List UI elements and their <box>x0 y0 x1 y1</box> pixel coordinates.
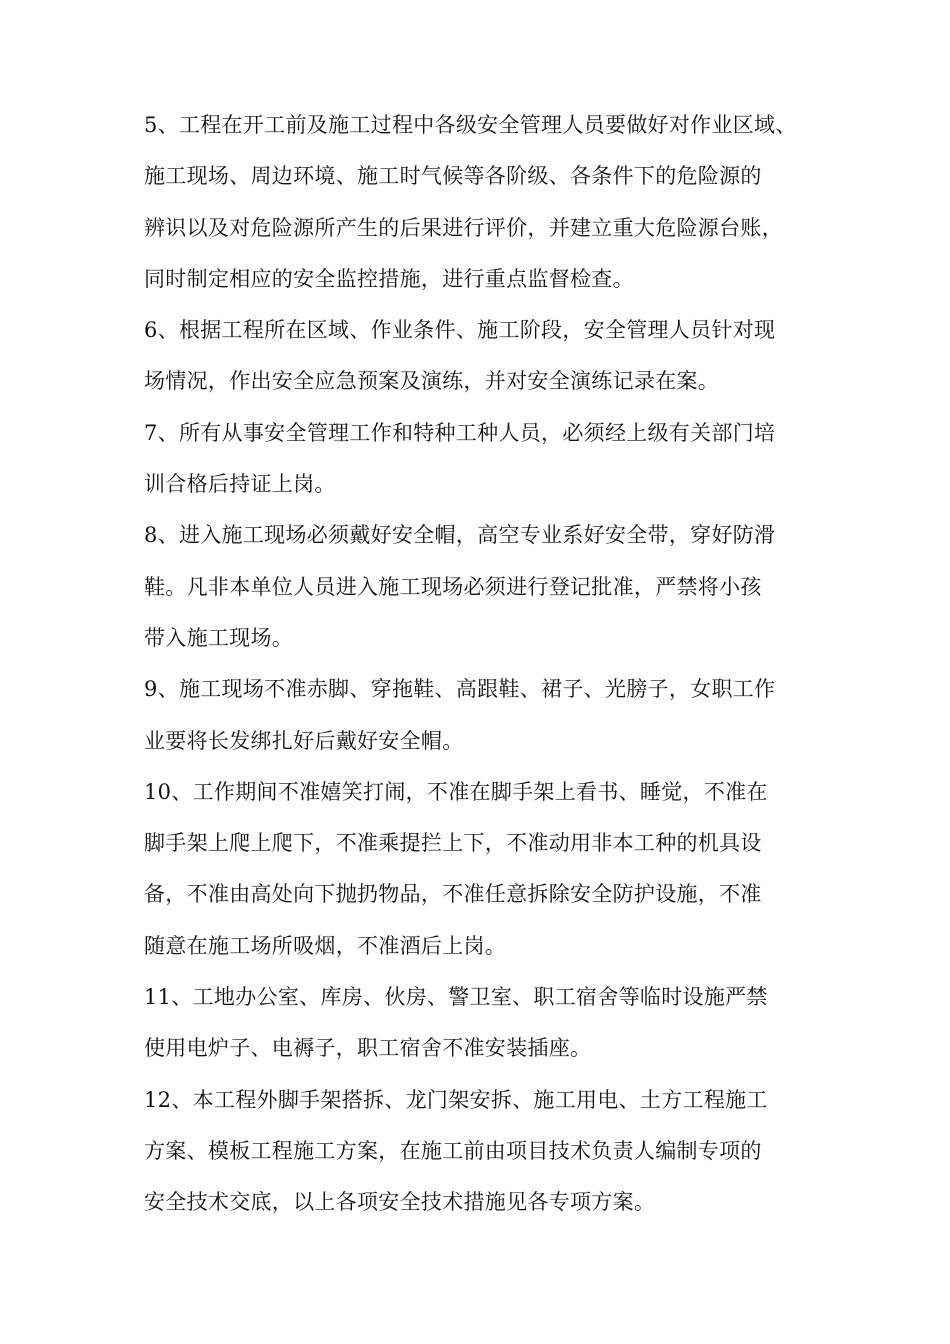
text-line: 带入施工现场。 <box>144 625 294 650</box>
text-line: 业要将长发绑扎好后戴好安全帽。 <box>144 728 464 753</box>
text-line: 5、工程在开工前及施工过程中各级安全管理人员要做好对作业区域、 <box>144 113 797 137</box>
text-line: 11、工地办公室、库房、伙房、警卫室、职工宿舍等临时设施严禁 <box>144 985 768 1010</box>
text-line: 同时制定相应的安全监控措施，进行重点监督检查。 <box>144 266 634 291</box>
text-line: 使用电炉子、电褥子，职工宿舍不准安装插座。 <box>144 1036 592 1061</box>
document-body <box>144 100 834 1229</box>
text-line: 7、所有从事安全管理工作和特种工种人员，必须经上级有关部门培 <box>144 420 776 445</box>
text-line: 备，不准由高处向下抛扔物品，不准任意拆除安全防护设施，不准 <box>144 882 762 907</box>
text-line: 施工现场、周边环境、施工时气候等各阶级、各条件下的危险源的 <box>144 164 762 189</box>
text-line: 鞋。凡非本单位人员进入施工现场必须进行登记批准，严禁将小孩 <box>144 574 762 599</box>
text-line: 辨识以及对危险源所产生的后果进行评价，并建立重大危险源台账， <box>144 215 783 240</box>
text-line: 6、根据工程所在区域、作业条件、施工阶段，安全管理人员针对现 <box>144 318 776 343</box>
text-line: 9、施工现场不准赤脚、穿拖鞋、高跟鞋、裙子、光膀子，女职工作 <box>144 677 776 702</box>
text-line: 安全技术交底，以上各项安全技术措施见各专项方案。 <box>144 1190 656 1215</box>
text-line: 8、进入施工现场必须戴好安全帽，高空专业系好安全带，穿好防滑 <box>144 523 776 548</box>
text-line: 随意在施工场所吸烟，不准酒后上岗。 <box>144 933 507 958</box>
text-line: 12、本工程外脚手架搭拆、龙门架安拆、施工用电、土方工程施工 <box>144 1087 768 1112</box>
text-line: 训合格后持证上岗。 <box>144 472 336 497</box>
text-line: 10、工作期间不准嬉笑打闹，不准在脚手架上看书、睡觉，不准在 <box>144 779 768 804</box>
text-line: 脚手架上爬上爬下，不准乘提拦上下，不准动用非本工种的机具设 <box>144 831 762 856</box>
text-line: 方案、模板工程施工方案，在施工前由项目技术负责人编制专项的 <box>144 1138 762 1163</box>
text-line: 场情况，作出安全应急预案及演练，并对安全演练记录在案。 <box>144 369 720 394</box>
